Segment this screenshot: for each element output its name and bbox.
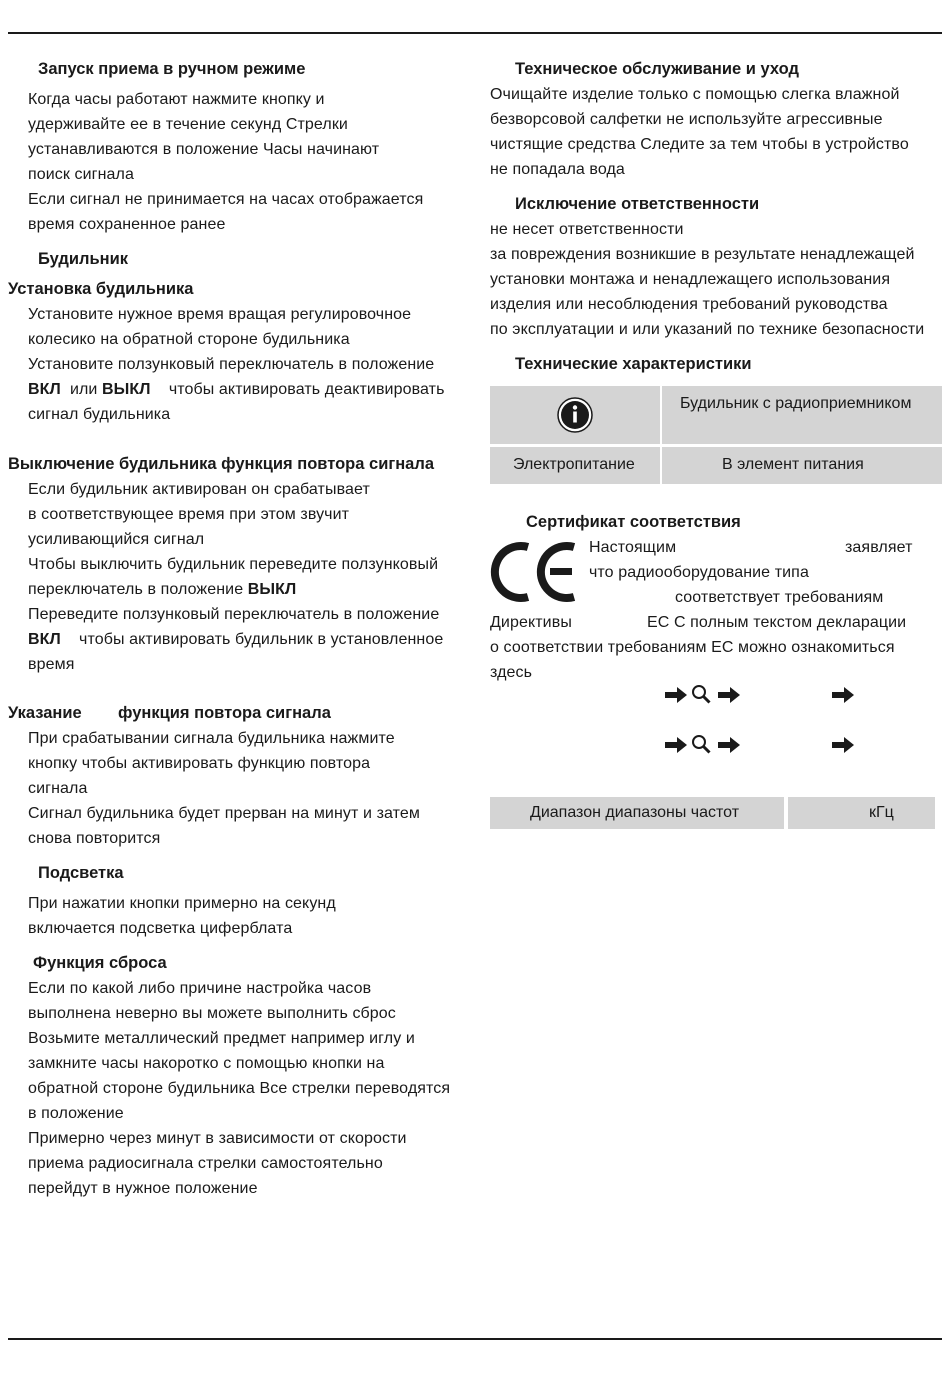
manual-line-1: Когда часы работают нажмите кнопку и [28, 91, 325, 108]
alarm-off-line-3: усиливающийся сигнал [28, 531, 205, 548]
note-title-b: функция повтора сигнала [118, 704, 331, 722]
liability-line-5: по эксплуатации и или указаний по технике безопасности [490, 321, 925, 338]
reset-line-9: перейдут в нужное положение [28, 1180, 258, 1197]
alarm-set-title: Установка будильника [8, 280, 194, 298]
alarm-set-tail: чтобы активировать деактивировать [168, 381, 445, 398]
alarm-off-line-7 [28, 627, 443, 652]
backlight-line-2: включается подсветка циферблата [28, 920, 293, 937]
alarm-off-line-2: в соответствующее время при этом звучит [28, 506, 350, 523]
care-line-1: Очищайте изделие только с помощью слегка влажной [490, 86, 900, 103]
reset-line-4: замкните часы накоротко с помощью кнопки на [28, 1055, 385, 1072]
reset-line-2: выполнена неверно вы можете выполнить сброс [28, 1005, 396, 1022]
reset-line-7: Примерно через минут в зависимости от скорости [28, 1130, 407, 1147]
spec-icon-cell [490, 386, 660, 444]
note-line-1: При срабатывании сигнала будильника нажмите [28, 730, 395, 747]
cert-line-3: соответствует требованиям [675, 589, 884, 606]
backlight-line-1: При нажатии кнопки примерно на секунд [28, 895, 336, 912]
cert-line-4b: ЕС С полным текстом декларации [647, 614, 907, 631]
manual-line-6: время сохраненное ранее [28, 216, 226, 233]
alarm-off-on-bold: ВКЛ [28, 631, 61, 648]
cert-line-1b: заявляет [845, 539, 913, 556]
note-title-a: Указание [8, 704, 82, 722]
spec-power-value: В элемент питания [722, 456, 864, 473]
arrow-right-icon [665, 687, 687, 703]
alarm-off-on-tail: чтобы активировать будильник в установленное [79, 631, 444, 648]
alarm-off-line-8: время [28, 656, 75, 673]
reset-title: Функция сброса [33, 954, 167, 972]
specs-title: Технические характеристики [515, 355, 752, 373]
arrow-right-icon [832, 687, 854, 703]
cert-line-2: что радиооборудование типа [589, 564, 809, 581]
alarm-set-line-2: колесико на обратной стороне будильника [28, 331, 350, 348]
cert-line-4a: Директивы [490, 614, 572, 631]
alarm-off-line-6: Переведите ползунковый переключатель в положение [28, 606, 440, 623]
alarm-title: Будильник [38, 250, 129, 268]
alarm-set-or: или [69, 381, 98, 398]
care-title: Техническое обслуживание и уход [515, 60, 799, 78]
arrow-right-icon [665, 737, 687, 753]
freq-label: Диапазон диапазоны частот [530, 804, 740, 821]
spec-power-value-cell [662, 447, 942, 484]
note-line-5: снова повторится [28, 830, 161, 847]
info-icon [557, 397, 593, 433]
bottom-rule [8, 1338, 942, 1340]
reset-line-5: обратной стороне будильника Все стрелки переводятся [28, 1080, 451, 1097]
cert-line-6: здесь [490, 664, 533, 681]
alarm-set-off-bold: ВЫКЛ [102, 381, 151, 398]
care-line-4: не попадала вода [490, 161, 625, 178]
freq-label-cell [490, 797, 784, 829]
arrow-right-icon [718, 687, 740, 703]
alarm-off-switch-text: переключатель в положение [28, 581, 244, 598]
backlight-title: Подсветка [38, 864, 124, 882]
reset-line-1: Если по какой либо причине настройка часов [28, 980, 372, 997]
alarm-set-line-1: Установите нужное время вращая регулировочное [28, 306, 412, 323]
reset-line-8: приема радиосигнала стрелки самостоятельно [28, 1155, 383, 1172]
alarm-set-line-4 [28, 377, 445, 402]
alarm-off-line-1: Если будильник активирован он срабатывает [28, 481, 370, 498]
arrow-right-icon [718, 737, 740, 753]
alarm-off-line-5 [28, 577, 296, 602]
alarm-set-line-3: Установите ползунковый переключатель в положение [28, 356, 435, 373]
certificate-title: Сертификат соответствия [526, 513, 741, 531]
manual-line-5: Если сигнал не принимается на часах отображается [28, 191, 424, 208]
reset-line-6: в положение [28, 1105, 124, 1122]
manual-line-3: устанавливаются в положение Часы начинают [28, 141, 380, 158]
liability-title: Исключение ответственности [515, 195, 760, 213]
liability-line-3: установки монтажа и ненадлежащего использования [490, 271, 891, 288]
spec-product-cell [662, 386, 942, 444]
manual-reception-title: Запуск приема в ручном режиме [38, 60, 306, 78]
liability-line-4: изделия или несоблюдения требований руководства [490, 296, 888, 313]
care-line-2: безворсовой салфетки не используйте агрессивные [490, 111, 883, 128]
freq-value: кГц [869, 804, 894, 821]
reset-line-3: Возьмите металлический предмет например иглу и [28, 1030, 415, 1047]
cert-line-1a: Настоящим [589, 539, 677, 556]
spec-product-value: Будильник с радиоприемником [680, 395, 912, 412]
note-line-2: кнопку чтобы активировать функцию повтора [28, 755, 371, 772]
alarm-off-title: Выключение будильника функция повтора сигнала [8, 455, 435, 473]
liability-line-1: не несет ответственности [490, 221, 684, 238]
spec-power-label-cell [490, 447, 660, 484]
note-line-3: сигнала [28, 780, 88, 797]
arrow-right-icon [832, 737, 854, 753]
alarm-off-switch-bold: ВЫКЛ [247, 581, 297, 598]
magnifier-icon [691, 684, 711, 704]
manual-line-2: удерживайте ее в течение секунд Стрелки [28, 116, 348, 133]
magnifier-icon [691, 734, 711, 754]
liability-line-2: за повреждения возникшие в результате ненадлежащей [490, 246, 915, 263]
note-line-4: Сигнал будильника будет прерван на минут и затем [28, 805, 420, 822]
spec-power-label: Электропитание [513, 456, 635, 473]
cert-line-5: о соответствии требованиям ЕС можно ознакомиться [490, 639, 895, 656]
freq-value-cell [788, 797, 935, 829]
alarm-off-line-4: Чтобы выключить будильник переведите ползунковый [28, 556, 439, 573]
ce-mark-icon [490, 541, 578, 603]
top-rule [8, 32, 942, 34]
manual-line-4: поиск сигнала [28, 166, 134, 183]
alarm-set-on-bold: ВКЛ [28, 381, 61, 398]
care-line-3: чистящие средства Следите за тем чтобы в устройство [490, 136, 909, 153]
alarm-set-line-5: сигнал будильника [28, 406, 171, 423]
